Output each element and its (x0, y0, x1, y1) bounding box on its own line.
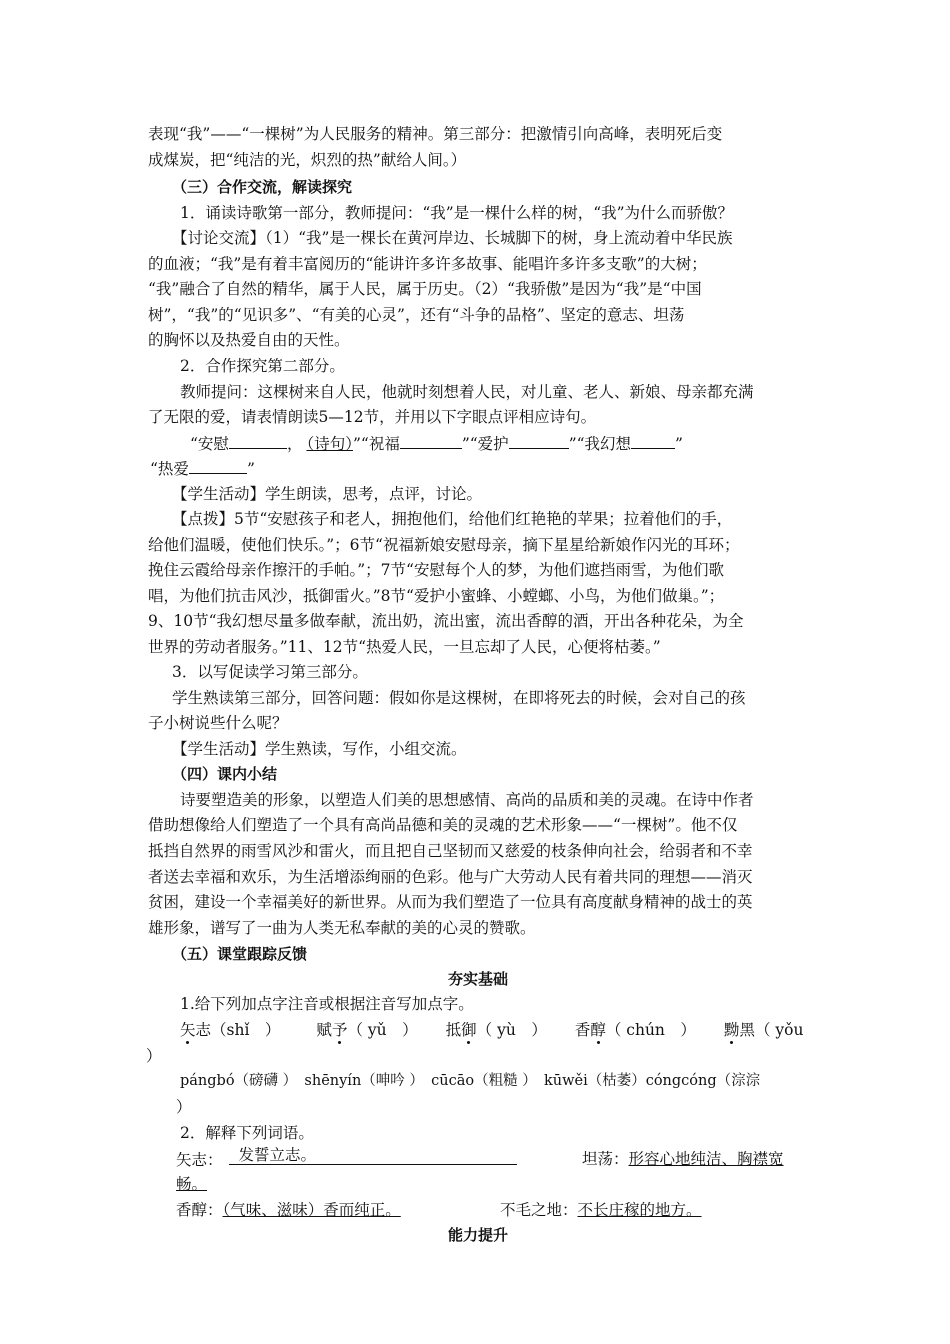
word-answer: 畅。 (176, 1175, 208, 1193)
text-line: 世界的劳动者服务。”11、12节“热爱人民，一旦忘却了人民，心便将枯萎。” (148, 638, 661, 656)
question-1: 1.给下列加点字注音或根据注音写加点字。 (180, 995, 474, 1013)
word-4 (500, 1197, 800, 1223)
section-heading-4: （四）课内小结 (172, 765, 278, 783)
fill-text: ， (286, 435, 303, 453)
text-line: 学生熟读第三部分，回答问题：假如你是这棵树，在即将死去的时候，会对自己的孩 (172, 689, 746, 707)
pinyin-item: 香 (574, 1021, 591, 1039)
subheading-advanced: 能力提升 (447, 1226, 508, 1244)
fill-text: ”“我幻想 (568, 435, 632, 453)
section-heading-5: （五）课堂跟踪反馈 (172, 945, 308, 963)
word-label: 不毛之地： (500, 1201, 578, 1219)
pinyin-item: 黑（ yǒu (739, 1021, 804, 1039)
pinyin-wrap: ） (146, 1047, 162, 1065)
word-answer: 形容心地纯洁、胸襟宽 (628, 1150, 784, 1168)
text-line: “我”融合了自然的精华，属于人民，属于历史。（2）“我骄傲”是因为“我”是“中国 (148, 280, 702, 298)
text-line: 的胸怀以及热爱自由的天性。 (148, 331, 350, 349)
text-line: 挽住云霞给母亲作擦汗的手帕。”；7节“安慰每个人的梦，为他们遮挡雨雪，为他们歌 (148, 561, 724, 579)
text-line: 教师提问：这棵树来自人民，他就时刻想着人民，对儿童、老人、新娘、母亲都充满 (180, 383, 754, 401)
text-line: 【学生活动】学生朗读，思考，点评，讨论。 (172, 485, 483, 503)
word-answer: （气味、滋味）香而纯正。 (222, 1201, 401, 1219)
answer-line (229, 1146, 517, 1165)
word-label: 香醇： (176, 1201, 223, 1219)
fill-text-underlined: （诗句） (306, 435, 353, 453)
text-line: 了无限的爱，请表情朗读5—12节，并用以下字眼点评相应诗句。 (148, 408, 597, 426)
text-line: 成煤炭，把“纯洁的光，炽烈的热”献给人间。） (148, 151, 467, 169)
text-line: 者送去幸福和欢乐，为生活增添绚丽的色彩。他与广大劳动人民有着共同的理想——消灭 (148, 868, 753, 886)
text-line: 给他们温暖，使他们快乐。”；6节“祝福新娘安慰母亲，摘下星星给新娘作闪光的耳环； (148, 536, 740, 554)
text-line: 【讨论交流】（1）“我”是一棵长在黄河岸边、长城脚下的树，身上流动着中华民族 (172, 229, 733, 247)
blank-line[interactable] (509, 430, 569, 449)
pinyin-item: （ yǔ ） (347, 1021, 418, 1039)
text-line: 树”，“我”的“见识多”、“有美的心灵”，还有“斗争的品格”、坚定的意志、坦荡 (148, 306, 685, 324)
dotted-char: 醇 (590, 1021, 606, 1039)
text-line: 唱，为他们抗击风沙，抵御雷火。”8节“爱护小蜜蜂、小螳螂、小鸟，为他们做巢。”； (148, 587, 725, 605)
fill-text: “安慰 (190, 435, 229, 453)
subheading-basics: 夯实基础 (447, 970, 508, 988)
text-line: 9、10节“我幻想尽量多做奉献，流出奶，流出蜜，流出香醇的酒，开出各种花朵，为全 (148, 612, 744, 630)
word-answer: 不长庄稼的地方。 (577, 1201, 702, 1219)
text-line: 的血液；“我”是有着丰富阅历的“能讲许多许多故事、能唱许多许多支歌”的大树； (148, 255, 707, 273)
text-line: 1．诵读诗歌第一部分，教师提问：“我”是一棵什么样的树，“我”为什么而骄傲？ (180, 204, 734, 222)
text-line: 贫困，建设一个幸福美好的新世界。从而为我们塑造了一位具有高度献身精神的战士的英 (148, 893, 753, 911)
fill-blank-line (150, 455, 810, 482)
pinyin-item: 赋 (316, 1021, 332, 1039)
dotted-char: 御 (461, 1021, 477, 1039)
text-line: 雄形象，谱写了一曲为人类无私奉献的美的心灵的赞歌。 (148, 919, 536, 937)
dotted-char: 黝 (723, 1021, 740, 1039)
word-2 (582, 1146, 812, 1172)
fill-text: ”“祝福 (352, 435, 400, 453)
word-label: 矢志： (176, 1151, 223, 1169)
fill-text: ” (675, 435, 683, 453)
fill-text: ” (246, 460, 255, 478)
pinyin-item: （ yù ） (476, 1021, 547, 1039)
pinyin-item: （ chún ） (605, 1021, 696, 1039)
word-2-wrap (176, 1171, 836, 1197)
fill-blank-line (190, 430, 850, 457)
pinyin-line-2: pángbó（磅礴 ） shēnyín（呻吟 ） cūcāo（粗糙 ） kūwěi（枯萎）cóngcóng（淙淙 (180, 1073, 761, 1089)
fill-text: ”“爱护 (461, 435, 509, 453)
text-line: 【学生活动】学生熟读，写作，小组交流。 (172, 740, 467, 758)
text-line: 【点拨】5节“安慰孩子和老人，拥抱他们，给他们红艳艳的苹果；拉着他们的手， (172, 510, 733, 528)
fill-text: “热爱 (150, 460, 189, 478)
text-line: 抵挡自然界的雨雪风沙和雷火，而且把自己坚韧而又慈爱的枝条伸向社会，给弱者和不幸 (148, 842, 753, 860)
dotted-char: 矢 (180, 1021, 196, 1039)
blank-line[interactable] (229, 430, 287, 449)
text-line: 诗要塑造美的形象，以塑造人们美的思想感情、高尚的品质和美的灵魂。在诗中作者 (180, 791, 754, 809)
text-line: 2．合作探究第二部分。 (180, 357, 345, 375)
text-line: 3．以写促读学习第三部分。 (172, 663, 368, 681)
pinyin-item: 抵 (445, 1021, 462, 1039)
blank-line[interactable] (189, 455, 247, 474)
dotted-char: 予 (331, 1021, 348, 1039)
blank-line[interactable] (631, 430, 675, 449)
pinyin-wrap: ） (176, 1098, 192, 1116)
blank-line[interactable] (400, 430, 462, 449)
text-line: 子小树说些什么呢？ (148, 714, 288, 732)
section-heading-3: （三）合作交流，解读探究 (172, 178, 353, 196)
word-answer: 发誓立志。 (238, 1146, 317, 1164)
pinyin-line-1 (180, 1017, 840, 1043)
pinyin-item: 志（shǐ ） (195, 1021, 281, 1039)
text-line: 表现“我”——“一棵树”为人民服务的精神。第三部分：把激情引向高峰，表明死后变 (148, 125, 723, 143)
word-label: 坦荡： (582, 1150, 629, 1168)
question-2: 2．解释下列词语。 (180, 1124, 314, 1142)
text-line: 借助想像给人们塑造了一个具有高尚品德和美的灵魂的艺术形象——“一棵树”。他不仅 (148, 816, 738, 834)
